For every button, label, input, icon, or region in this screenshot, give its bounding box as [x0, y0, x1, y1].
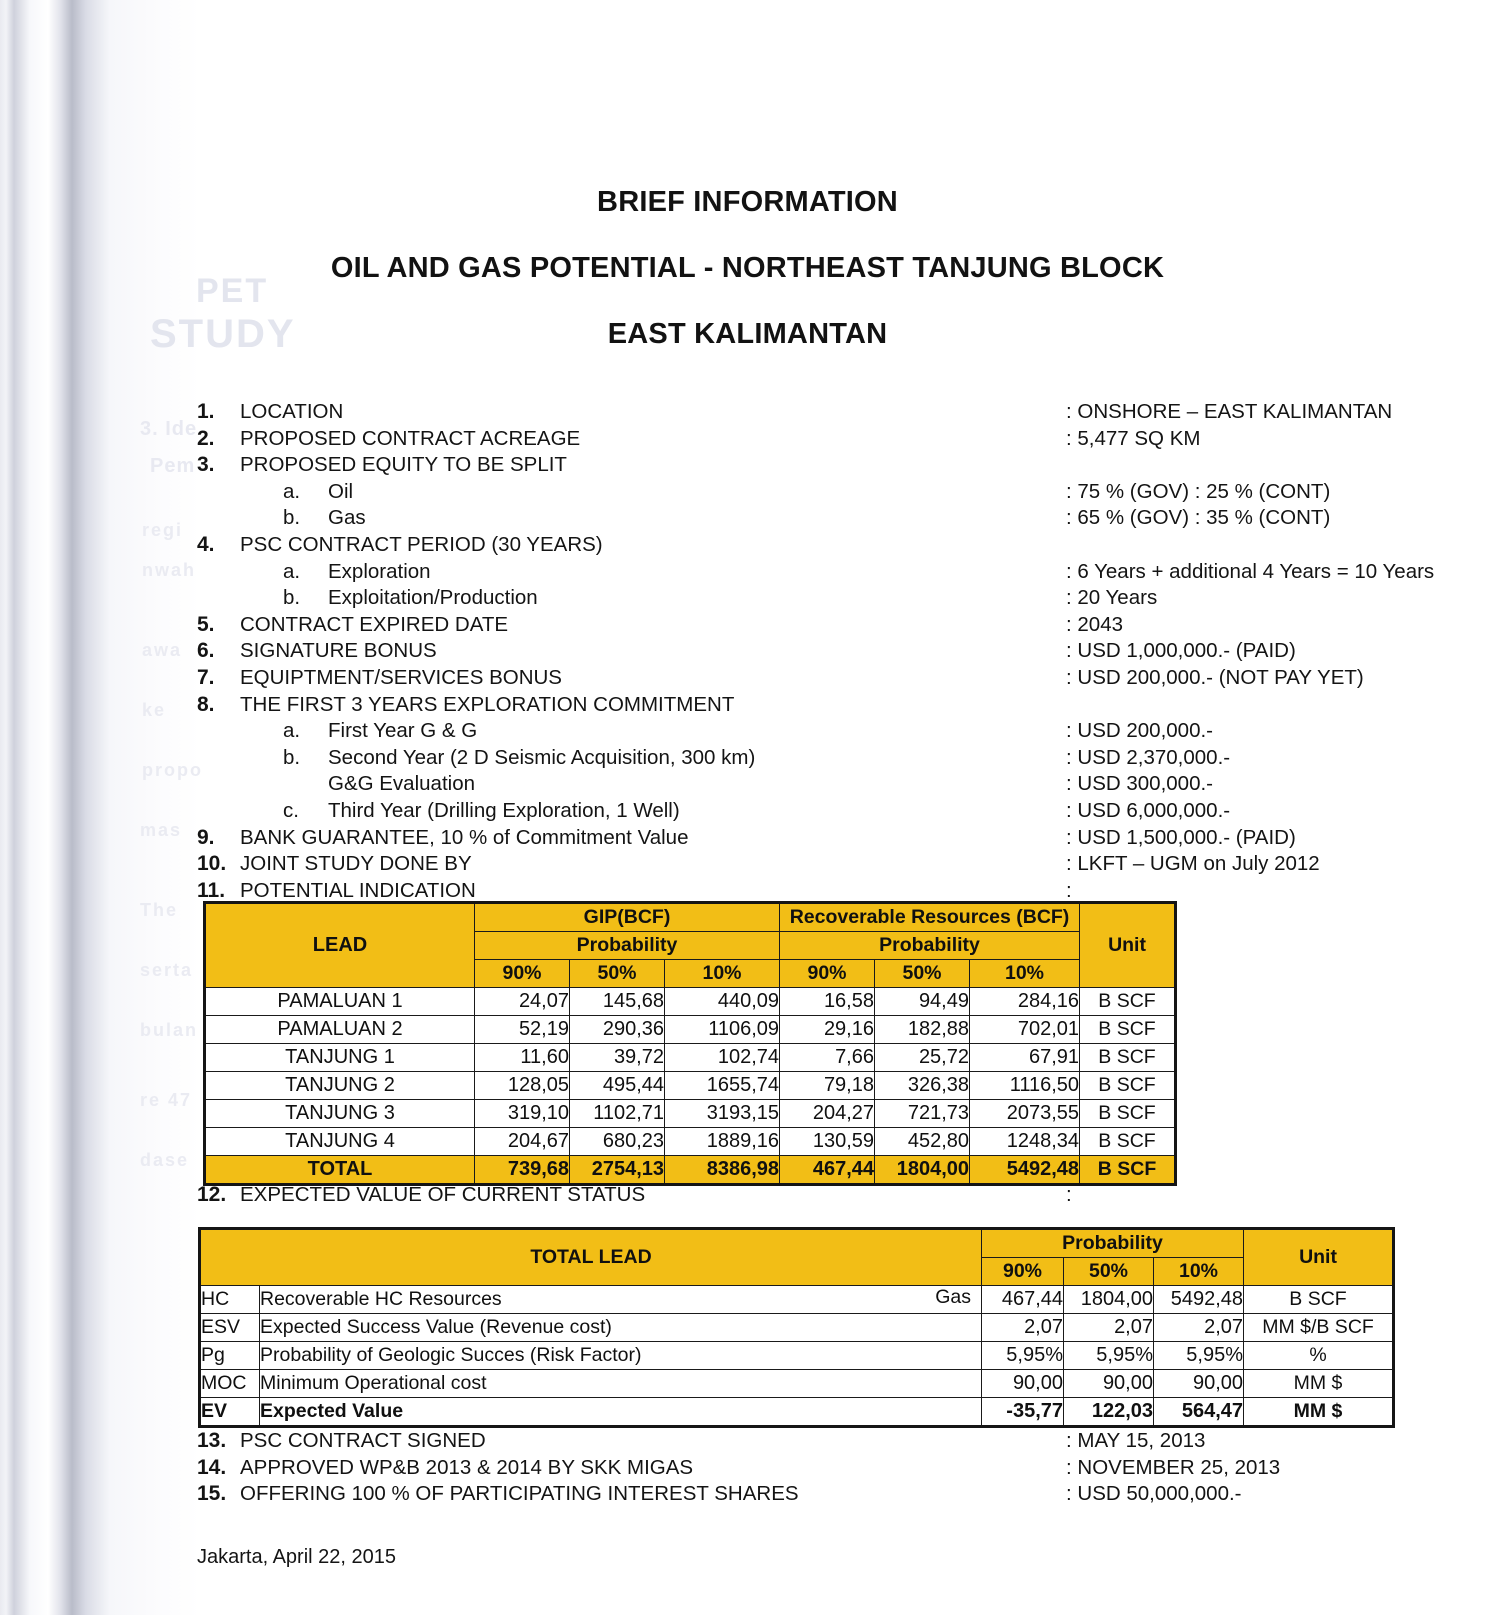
cell-gip10: 1106,09	[665, 1016, 780, 1044]
list-item-label: BANK GUARANTEE, 10 % of Commitment Value	[240, 825, 689, 849]
page-title: BRIEF INFORMATION	[597, 186, 898, 218]
cell-rr50: 452,80	[875, 1128, 970, 1156]
list-item	[197, 1455, 1397, 1482]
list-item-number: 9.	[197, 825, 215, 849]
list-item-label: Second Year (2 D Seismic Acquisition, 300 km)	[328, 745, 756, 769]
cell-total-rr10: 5492,48	[970, 1156, 1080, 1185]
cell-p50: 122,03	[1064, 1398, 1154, 1427]
cell-lead-name: PAMALUAN 1	[205, 988, 475, 1016]
list-item-value: : 2043	[1066, 612, 1123, 636]
list-item-inner	[197, 585, 1495, 612]
cell-gip10: 3193,15	[665, 1100, 780, 1128]
table-row	[205, 1128, 1176, 1156]
list-item-label: G&G Evaluation	[328, 772, 475, 796]
table-header-row	[205, 903, 1176, 932]
list-item-number	[197, 745, 240, 772]
ghost-text-bleed: STUDY	[150, 312, 296, 356]
list-item-number: 4.	[197, 532, 215, 556]
list-item-number: 8.	[197, 692, 215, 716]
ghost-text-bleed: 3. Ide	[140, 418, 198, 440]
cell-gip50: 1102,71	[570, 1100, 665, 1128]
list-item-number	[197, 798, 240, 825]
cell-gip10: 1889,16	[665, 1128, 780, 1156]
header-rr-p10: 10%	[970, 960, 1080, 988]
list-item-label: JOINT STUDY DONE BY	[240, 852, 472, 876]
list-item-inner	[197, 638, 1495, 665]
cell-rr90: 130,59	[780, 1128, 875, 1156]
list-item-value: : USD 200,000.- (NOT PAY YET)	[1066, 665, 1364, 689]
cell-p50: 1804,00	[1064, 1286, 1154, 1314]
list-item-value: : 6 Years + additional 4 Years = 10 Years	[1066, 559, 1435, 583]
list-item-value: :	[1066, 878, 1072, 902]
cell-rr90: 7,66	[780, 1044, 875, 1072]
list-item-number: 14.	[197, 1455, 227, 1479]
list-item-letter: b.	[283, 506, 301, 530]
list-item-inner	[197, 798, 1495, 825]
cell-rr90: 204,27	[780, 1100, 875, 1128]
cell-gip90: 52,19	[475, 1016, 570, 1044]
list-item-letter: c.	[283, 798, 299, 822]
list-item	[197, 745, 1495, 772]
list-item-inner	[197, 399, 1495, 426]
list-item	[197, 1481, 1397, 1508]
list-item-number: 10.	[197, 852, 227, 876]
ghost-text-bleed: propo	[142, 760, 203, 780]
list-item-inner	[197, 1455, 1397, 1482]
header-p90: 90%	[982, 1258, 1064, 1286]
cell-rr10: 67,91	[970, 1044, 1080, 1072]
list-item-label: APPROVED WP&B 2013 & 2014 BY SKK MIGAS	[240, 1455, 694, 1479]
list-item-inner	[197, 452, 1495, 479]
cell-description: Expected Success Value (Revenue cost)	[260, 1314, 982, 1342]
ghost-text-bleed: nwah	[142, 560, 197, 580]
table-row	[200, 1398, 1394, 1427]
header-total-lead: TOTAL LEAD	[200, 1229, 982, 1286]
cell-gip50: 290,36	[570, 1016, 665, 1044]
list-item-label: PROPOSED CONTRACT ACREAGE	[240, 426, 581, 450]
potential-indication-body	[205, 988, 1176, 1185]
cell-rr10: 1248,34	[970, 1128, 1080, 1156]
list-item-inner	[197, 718, 1495, 745]
numbered-item-list-tail	[197, 1428, 1397, 1508]
cell-unit: B SCF	[1244, 1286, 1394, 1314]
list-item	[197, 532, 1495, 559]
ghost-text-bleed: serta	[140, 960, 194, 980]
header-p10: 10%	[1154, 1258, 1244, 1286]
list-item	[197, 798, 1495, 825]
list-item-inner	[197, 825, 1495, 852]
cell-gip90: 204,67	[475, 1128, 570, 1156]
cell-rr10: 1116,50	[970, 1072, 1080, 1100]
cell-rr50: 721,73	[875, 1100, 970, 1128]
list-item-number	[197, 559, 240, 586]
cell-unit: B SCF	[1080, 988, 1176, 1016]
list-item	[197, 851, 1495, 878]
cell-lead-name: TANJUNG 3	[205, 1100, 475, 1128]
list-item-letter: b.	[283, 586, 301, 610]
cell-total-unit: B SCF	[1080, 1156, 1176, 1185]
list-item-value: : 5,477 SQ KM	[1066, 426, 1201, 450]
cell-total-rr50: 1804,00	[875, 1156, 970, 1185]
list-item-value: : USD 1,500,000.- (PAID)	[1066, 825, 1296, 849]
list-item-label: PSC CONTRACT PERIOD (30 YEARS)	[240, 532, 603, 556]
cell-rr50: 94,49	[875, 988, 970, 1016]
list-item-number: 1.	[197, 400, 215, 423]
cell-code: HC	[200, 1286, 260, 1314]
list-item-number: 15.	[197, 1482, 227, 1506]
cell-gip50: 680,23	[570, 1128, 665, 1156]
list-item-label: Third Year (Drilling Exploration, 1 Well)	[328, 798, 680, 822]
cell-p90: 5,95%	[982, 1342, 1064, 1370]
list-item	[197, 718, 1495, 745]
cell-p90: 467,44	[982, 1286, 1064, 1314]
list-item-label: PSC CONTRACT SIGNED	[240, 1429, 486, 1452]
ghost-text-bleed: awa	[142, 640, 183, 660]
cell-code: EV	[200, 1398, 260, 1427]
cell-p10: 90,00	[1154, 1370, 1244, 1398]
cell-rr50: 25,72	[875, 1044, 970, 1072]
header-gip: GIP(BCF)	[475, 903, 780, 932]
list-item-inner	[197, 745, 1495, 772]
cell-gip50: 495,44	[570, 1072, 665, 1100]
list-item-inner	[197, 426, 1495, 453]
cell-gip10: 440,09	[665, 988, 780, 1016]
cell-total-gip10: 8386,98	[665, 1156, 780, 1185]
cell-total-label: TOTAL	[205, 1156, 475, 1185]
table-row	[205, 1016, 1176, 1044]
list-item	[197, 559, 1495, 586]
list-item-number: 11.	[197, 878, 226, 902]
list-item-number	[197, 718, 240, 745]
header-gip-p50: 50%	[570, 960, 665, 988]
ghost-text-bleed: regi	[142, 520, 184, 540]
cell-total-gip50: 2754,13	[570, 1156, 665, 1185]
list-item-value: : USD 2,370,000.-	[1066, 745, 1231, 769]
cell-gip50: 39,72	[570, 1044, 665, 1072]
document-title-block	[0, 186, 1495, 351]
list-item-number	[197, 771, 240, 798]
list-item	[197, 665, 1495, 692]
table-row	[200, 1342, 1394, 1370]
list-item-inner	[197, 665, 1495, 692]
list-item	[197, 399, 1495, 426]
list-item	[197, 638, 1495, 665]
list-item	[197, 1182, 1072, 1209]
list-item-number	[197, 585, 240, 612]
ghost-text-bleed: dase	[140, 1150, 190, 1170]
list-item-number: 5.	[197, 612, 215, 636]
ghost-text-bleed: mas	[140, 820, 183, 840]
cell-code: MOC	[200, 1370, 260, 1398]
list-item-value: : NOVEMBER 25, 2013	[1066, 1455, 1281, 1479]
numbered-item-list	[0, 399, 1495, 904]
expected-value-table	[198, 1227, 1395, 1428]
cell-p90: 2,07	[982, 1314, 1064, 1342]
list-item	[197, 771, 1495, 798]
list-item-letter: a.	[283, 719, 301, 743]
list-item-label: First Year G & G	[328, 719, 478, 743]
ghost-text-bleed: re 47	[140, 1090, 193, 1110]
list-item-number: 12.	[197, 1183, 227, 1206]
header-recoverable-resources: Recoverable Resources (BCF)	[780, 903, 1080, 932]
cell-unit: MM $/B SCF	[1244, 1314, 1394, 1342]
list-item-value: : USD 6,000,000.-	[1066, 798, 1231, 822]
list-item-label: EQUIPTMENT/SERVICES BONUS	[240, 665, 562, 689]
list-item-number: 2.	[197, 426, 215, 450]
list-item-label: Oil	[328, 479, 354, 503]
list-item-label: POTENTIAL INDICATION	[240, 878, 476, 902]
table-row	[200, 1286, 1394, 1314]
list-item-inner	[197, 771, 1495, 798]
cell-p90: -35,77	[982, 1398, 1064, 1427]
list-item-label: CONTRACT EXPIRED DATE	[240, 612, 509, 636]
cell-lead-name: TANJUNG 1	[205, 1044, 475, 1072]
header-p50: 50%	[1064, 1258, 1154, 1286]
cell-gip90: 319,10	[475, 1100, 570, 1128]
cell-p10: 5,95%	[1154, 1342, 1244, 1370]
cell-gip10: 1655,74	[665, 1072, 780, 1100]
list-item-number: 3.	[197, 453, 215, 477]
list-item	[197, 825, 1495, 852]
list-item-letter	[283, 771, 328, 798]
cell-unit: MM $	[1244, 1370, 1394, 1398]
list-item-label: OFFERING 100 % OF PARTICIPATING INTEREST SHARES	[240, 1482, 799, 1506]
ghost-text-bleed: The	[140, 900, 179, 920]
table-row	[205, 1100, 1176, 1128]
list-item-number: 13.	[197, 1429, 227, 1452]
numbered-item-12	[0, 1182, 1072, 1209]
list-item-inner	[197, 692, 1495, 719]
list-item	[197, 452, 1495, 479]
cell-gip90: 128,05	[475, 1072, 570, 1100]
cell-unit: %	[1244, 1342, 1394, 1370]
header-probability-rr: Probability	[780, 932, 1080, 960]
list-item-number: 6.	[197, 639, 215, 663]
cell-rr10: 702,01	[970, 1016, 1080, 1044]
list-item-value: : 20 Years	[1066, 586, 1158, 610]
table-row	[200, 1314, 1394, 1342]
cell-unit: B SCF	[1080, 1100, 1176, 1128]
cell-description-extra: Gas	[935, 1286, 971, 1308]
header-unit: Unit	[1080, 903, 1176, 988]
list-item-inner	[197, 851, 1495, 878]
list-item	[197, 585, 1495, 612]
list-item-label: EXPECTED VALUE OF CURRENT STATUS	[240, 1183, 646, 1206]
list-item-inner	[197, 479, 1495, 506]
page-subtitle-region: EAST KALIMANTAN	[607, 318, 888, 350]
ghost-text-bleed: ke	[142, 700, 167, 720]
list-item-label: Exploitation/Production	[328, 586, 538, 610]
cell-description: Minimum Operational cost	[260, 1370, 982, 1398]
list-item-label: LOCATION	[240, 400, 344, 423]
list-item-label: Exploration	[328, 559, 431, 583]
list-item	[197, 1428, 1397, 1455]
cell-code: Pg	[200, 1342, 260, 1370]
list-item-value: :	[1066, 1183, 1072, 1206]
list-item-letter: a.	[283, 559, 301, 583]
potential-indication-table	[203, 901, 1177, 1186]
list-item-label: THE FIRST 3 YEARS EXPLORATION COMMITMENT	[240, 692, 735, 716]
cell-gip50: 145,68	[570, 988, 665, 1016]
cell-gip90: 11,60	[475, 1044, 570, 1072]
list-item	[197, 692, 1495, 719]
cell-lead-name: PAMALUAN 2	[205, 1016, 475, 1044]
list-item-number: 7.	[197, 665, 215, 689]
page-subtitle: OIL AND GAS POTENTIAL - NORTHEAST TANJUNG BLOCK	[330, 252, 1165, 284]
header-gip-p10: 10%	[665, 960, 780, 988]
header-unit: Unit	[1244, 1229, 1394, 1286]
cell-rr90: 79,18	[780, 1072, 875, 1100]
header-gip-p90: 90%	[475, 960, 570, 988]
cell-rr90: 29,16	[780, 1016, 875, 1044]
list-item-inner	[197, 1182, 1072, 1209]
list-item-value: : USD 50,000,000.-	[1066, 1482, 1242, 1506]
cell-lead-name: TANJUNG 4	[205, 1128, 475, 1156]
list-item-value: : USD 300,000.-	[1066, 772, 1213, 796]
list-item-inner	[197, 1428, 1397, 1455]
list-item-number	[197, 505, 240, 532]
list-item-label: Gas	[328, 506, 366, 530]
cell-p10: 2,07	[1154, 1314, 1244, 1342]
ghost-text-bleed: bulan	[140, 1020, 198, 1040]
place-and-date: Jakarta, April 22, 2015	[197, 1546, 397, 1568]
cell-unit: B SCF	[1080, 1016, 1176, 1044]
cell-gip10: 102,74	[665, 1044, 780, 1072]
cell-rr10: 284,16	[970, 988, 1080, 1016]
header-probability: Probability	[982, 1229, 1244, 1258]
header-rr-p90: 90%	[780, 960, 875, 988]
cell-description: Recoverable HC Resources Gas	[260, 1286, 982, 1314]
cell-unit: MM $	[1244, 1398, 1394, 1427]
list-item	[197, 505, 1495, 532]
cell-p90: 90,00	[982, 1370, 1064, 1398]
list-item-value: : 75 % (GOV) : 25 % (CONT)	[1066, 479, 1331, 503]
list-item-letter: a.	[283, 479, 301, 503]
list-item-value: : ONSHORE – EAST KALIMANTAN	[1066, 400, 1393, 423]
list-item-value: : USD 1,000,000.- (PAID)	[1066, 639, 1296, 663]
list-item-inner	[197, 559, 1495, 586]
list-item-letter: b.	[283, 745, 301, 769]
cell-unit: B SCF	[1080, 1072, 1176, 1100]
header-rr-p50: 50%	[875, 960, 970, 988]
ghost-text-bleed: PET	[196, 272, 269, 310]
list-item-label: PROPOSED EQUITY TO BE SPLIT	[240, 453, 567, 477]
cell-rr50: 182,88	[875, 1016, 970, 1044]
cell-unit: B SCF	[1080, 1044, 1176, 1072]
list-item-inner	[197, 612, 1495, 639]
table-header-row	[200, 1229, 1394, 1258]
cell-p50: 5,95%	[1064, 1342, 1154, 1370]
list-item-inner	[197, 505, 1495, 532]
cell-p10: 564,47	[1154, 1398, 1244, 1427]
header-probability-gip: Probability	[475, 932, 780, 960]
cell-rr10: 2073,55	[970, 1100, 1080, 1128]
list-item-value: : MAY 15, 2013	[1066, 1429, 1206, 1452]
cell-lead-name: TANJUNG 2	[205, 1072, 475, 1100]
cell-total-gip90: 739,68	[475, 1156, 570, 1185]
cell-rr90: 16,58	[780, 988, 875, 1016]
cell-gip90: 24,07	[475, 988, 570, 1016]
list-item-inner	[197, 1481, 1397, 1508]
cell-unit: B SCF	[1080, 1128, 1176, 1156]
cell-p50: 2,07	[1064, 1314, 1154, 1342]
list-item-label: SIGNATURE BONUS	[240, 639, 437, 663]
list-item	[197, 479, 1495, 506]
table-total-row	[205, 1156, 1176, 1185]
cell-description: Probability of Geologic Succes (Risk Factor)	[260, 1342, 982, 1370]
list-item	[197, 612, 1495, 639]
table-row	[205, 1072, 1176, 1100]
cell-p50: 90,00	[1064, 1370, 1154, 1398]
list-item	[197, 426, 1495, 453]
cell-description: Expected Value	[260, 1398, 982, 1427]
cell-total-rr90: 467,44	[780, 1156, 875, 1185]
table-row	[200, 1370, 1394, 1398]
table-row	[205, 988, 1176, 1016]
cell-code: ESV	[200, 1314, 260, 1342]
header-lead: LEAD	[205, 903, 475, 988]
expected-value-body	[200, 1286, 1394, 1427]
cell-p10: 5492,48	[1154, 1286, 1244, 1314]
list-item-value: : 65 % (GOV) : 35 % (CONT)	[1066, 506, 1331, 530]
ghost-text-bleed: Pem	[150, 455, 196, 477]
list-item-number	[197, 479, 240, 506]
table-row	[205, 1044, 1176, 1072]
list-item-inner	[197, 532, 1495, 559]
list-item-value: : USD 200,000.-	[1066, 719, 1213, 743]
cell-rr50: 326,38	[875, 1072, 970, 1100]
list-item-value: : LKFT – UGM on July 2012	[1066, 852, 1320, 876]
